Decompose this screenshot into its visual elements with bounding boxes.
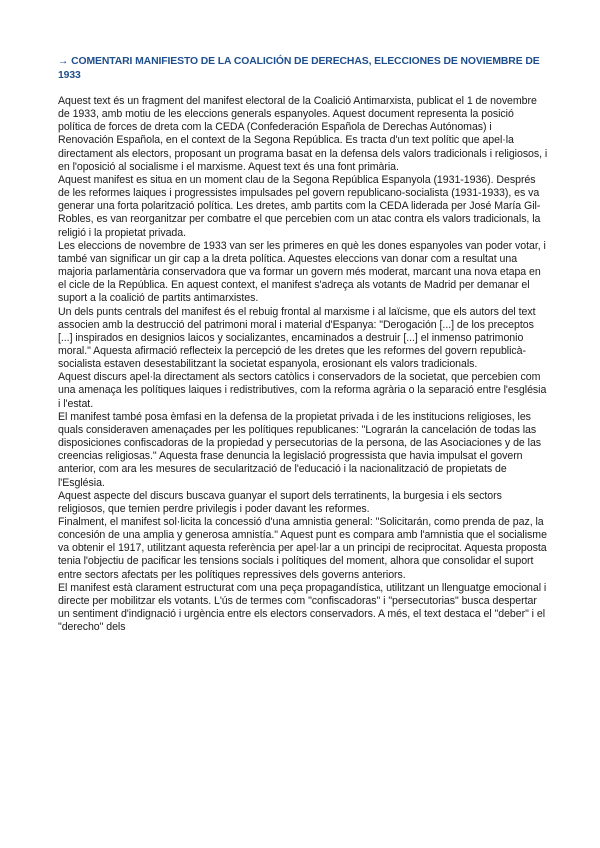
paragraph: Aquest manifest es situa en un moment clau de la Segona República Espanyola (1931-1936). Després de les reformes laiques i progressistes impulsades pel govern republicano-socialista (1931-1933), es va generar una forta polarització política. Les dretes, amb partits com la CEDA liderada per José María Gil-Robles, es van reorganitzar per combatre el que percebien com un atac contra els valors tradicionals, la religió i la propietat privada.: [58, 173, 541, 239]
document-page: [58, 55, 548, 634]
paragraph: Les eleccions de novembre de 1933 van ser les primeres en què les dones espanyoles van poder votar, i també van significar un gir cap a la dreta política. Aquestes eleccions van donar com a resultat una majoria parlamentària conservadora que va formar un govern més moderat, marcant una nova etapa en el cicle de la República. En aquest context, el manifest s'adreça als votants de Madrid per demanar el suport a la coalició de partits antimarxistes.: [58, 239, 546, 305]
document-heading: → COMENTARI MANIFIESTO DE LA COALICIÓN DE DERECHAS, ELECCIONES DE NOVIEMBRE DE 1933: [58, 56, 540, 81]
paragraph: Finalment, el manifest sol·licita la concessió d'una amnistia general: "Solicitarán, como prenda de paz, la concesión de una amplia y generosa amnistía." Aquest punt es compara amb l'amnistia que el socialisme va obtenir el 1917, utilitzant aquesta referència per apel·lar a un principi de reciprocitat. Aquesta proposta tenia l'objectiu de pacificar les tensions socials i polítiques del moment, alhora que consolidar el suport entre sectors afectats per les polítiques repressives dels governs anteriors.: [58, 516, 547, 581]
paragraph: Aquest aspecte del discurs buscava guanyar el suport dels terratinents, la burgesia i els sectors religiosos, que temien perdre privilegis i poder davant les reformes.: [58, 489, 502, 515]
paragraph: El manifest està clarament estructurat com una peça propagandística, utilitzant un llenguatge emocional i directe per mobilitzar els votants. L'ús de termes com "confiscadoras" i "persecutorias" busca despertar un sentiment d'indignació i urgència entre els electors conservadors. A més, el text destaca el "deber" i el "derecho" dels: [58, 581, 547, 634]
document-body: [58, 95, 548, 634]
paragraph: Aquest discurs apel·la directament als sectors catòlics i conservadors de la societat, que percebien com una amenaça les polítiques laiques i redistributives, com la reforma agrària o la separació entre l'església i l'estat.: [58, 371, 547, 410]
paragraph: Un dels punts centrals del manifest és el rebuig frontal al marxisme i al laïcisme, que els autors del text associen amb la destrucció del patrimoni moral i material d'Espanya: "Derogación [...] de los preceptos [...] inspirados en designios laicos y socializantes, encaminados a destruir [...] el inmenso patrimonio moral." Aquesta afirmació reflecteix la percepció de les dretes que les reformes del govern republicà-socialista estaven desestabilitzant la societat espanyola, erosionant els valors tradicionals.: [58, 305, 536, 371]
paragraph: Aquest text és un fragment del manifest electoral de la Coalició Antimarxista, publicat el 1 de novembre de 1933, amb motiu de les eleccions generals espanyoles. Aquest document representa la posició política de forces de dreta com la CEDA (Confederación Española de Derechas Autónomas) i Renovación Española, en el context de la Segona República. Es tracta d'un text polític que apel·la directament als electors, proposant un programa basat en la defensa dels valors tradicionals i religiosos, i en l'oposició al socialisme i el marxisme. Aquest text és una font primària.: [58, 95, 548, 173]
paragraph: El manifest també posa èmfasi en la defensa de la propietat privada i de les institucions religioses, les quals consideraven amenaçades per les polítiques republicanes: "Lograrán la cancelación de todas las disposiciones confiscadoras de la propiedad y persecutorias de la persona, de las Asociaciones y de las creencias religiosas." Aquesta frase denuncia la legislació progressista que havia impulsat el govern anterior, com ara les mesures de secularització de l'educació i la nacionalització de propietats de l'Església.: [58, 410, 542, 489]
